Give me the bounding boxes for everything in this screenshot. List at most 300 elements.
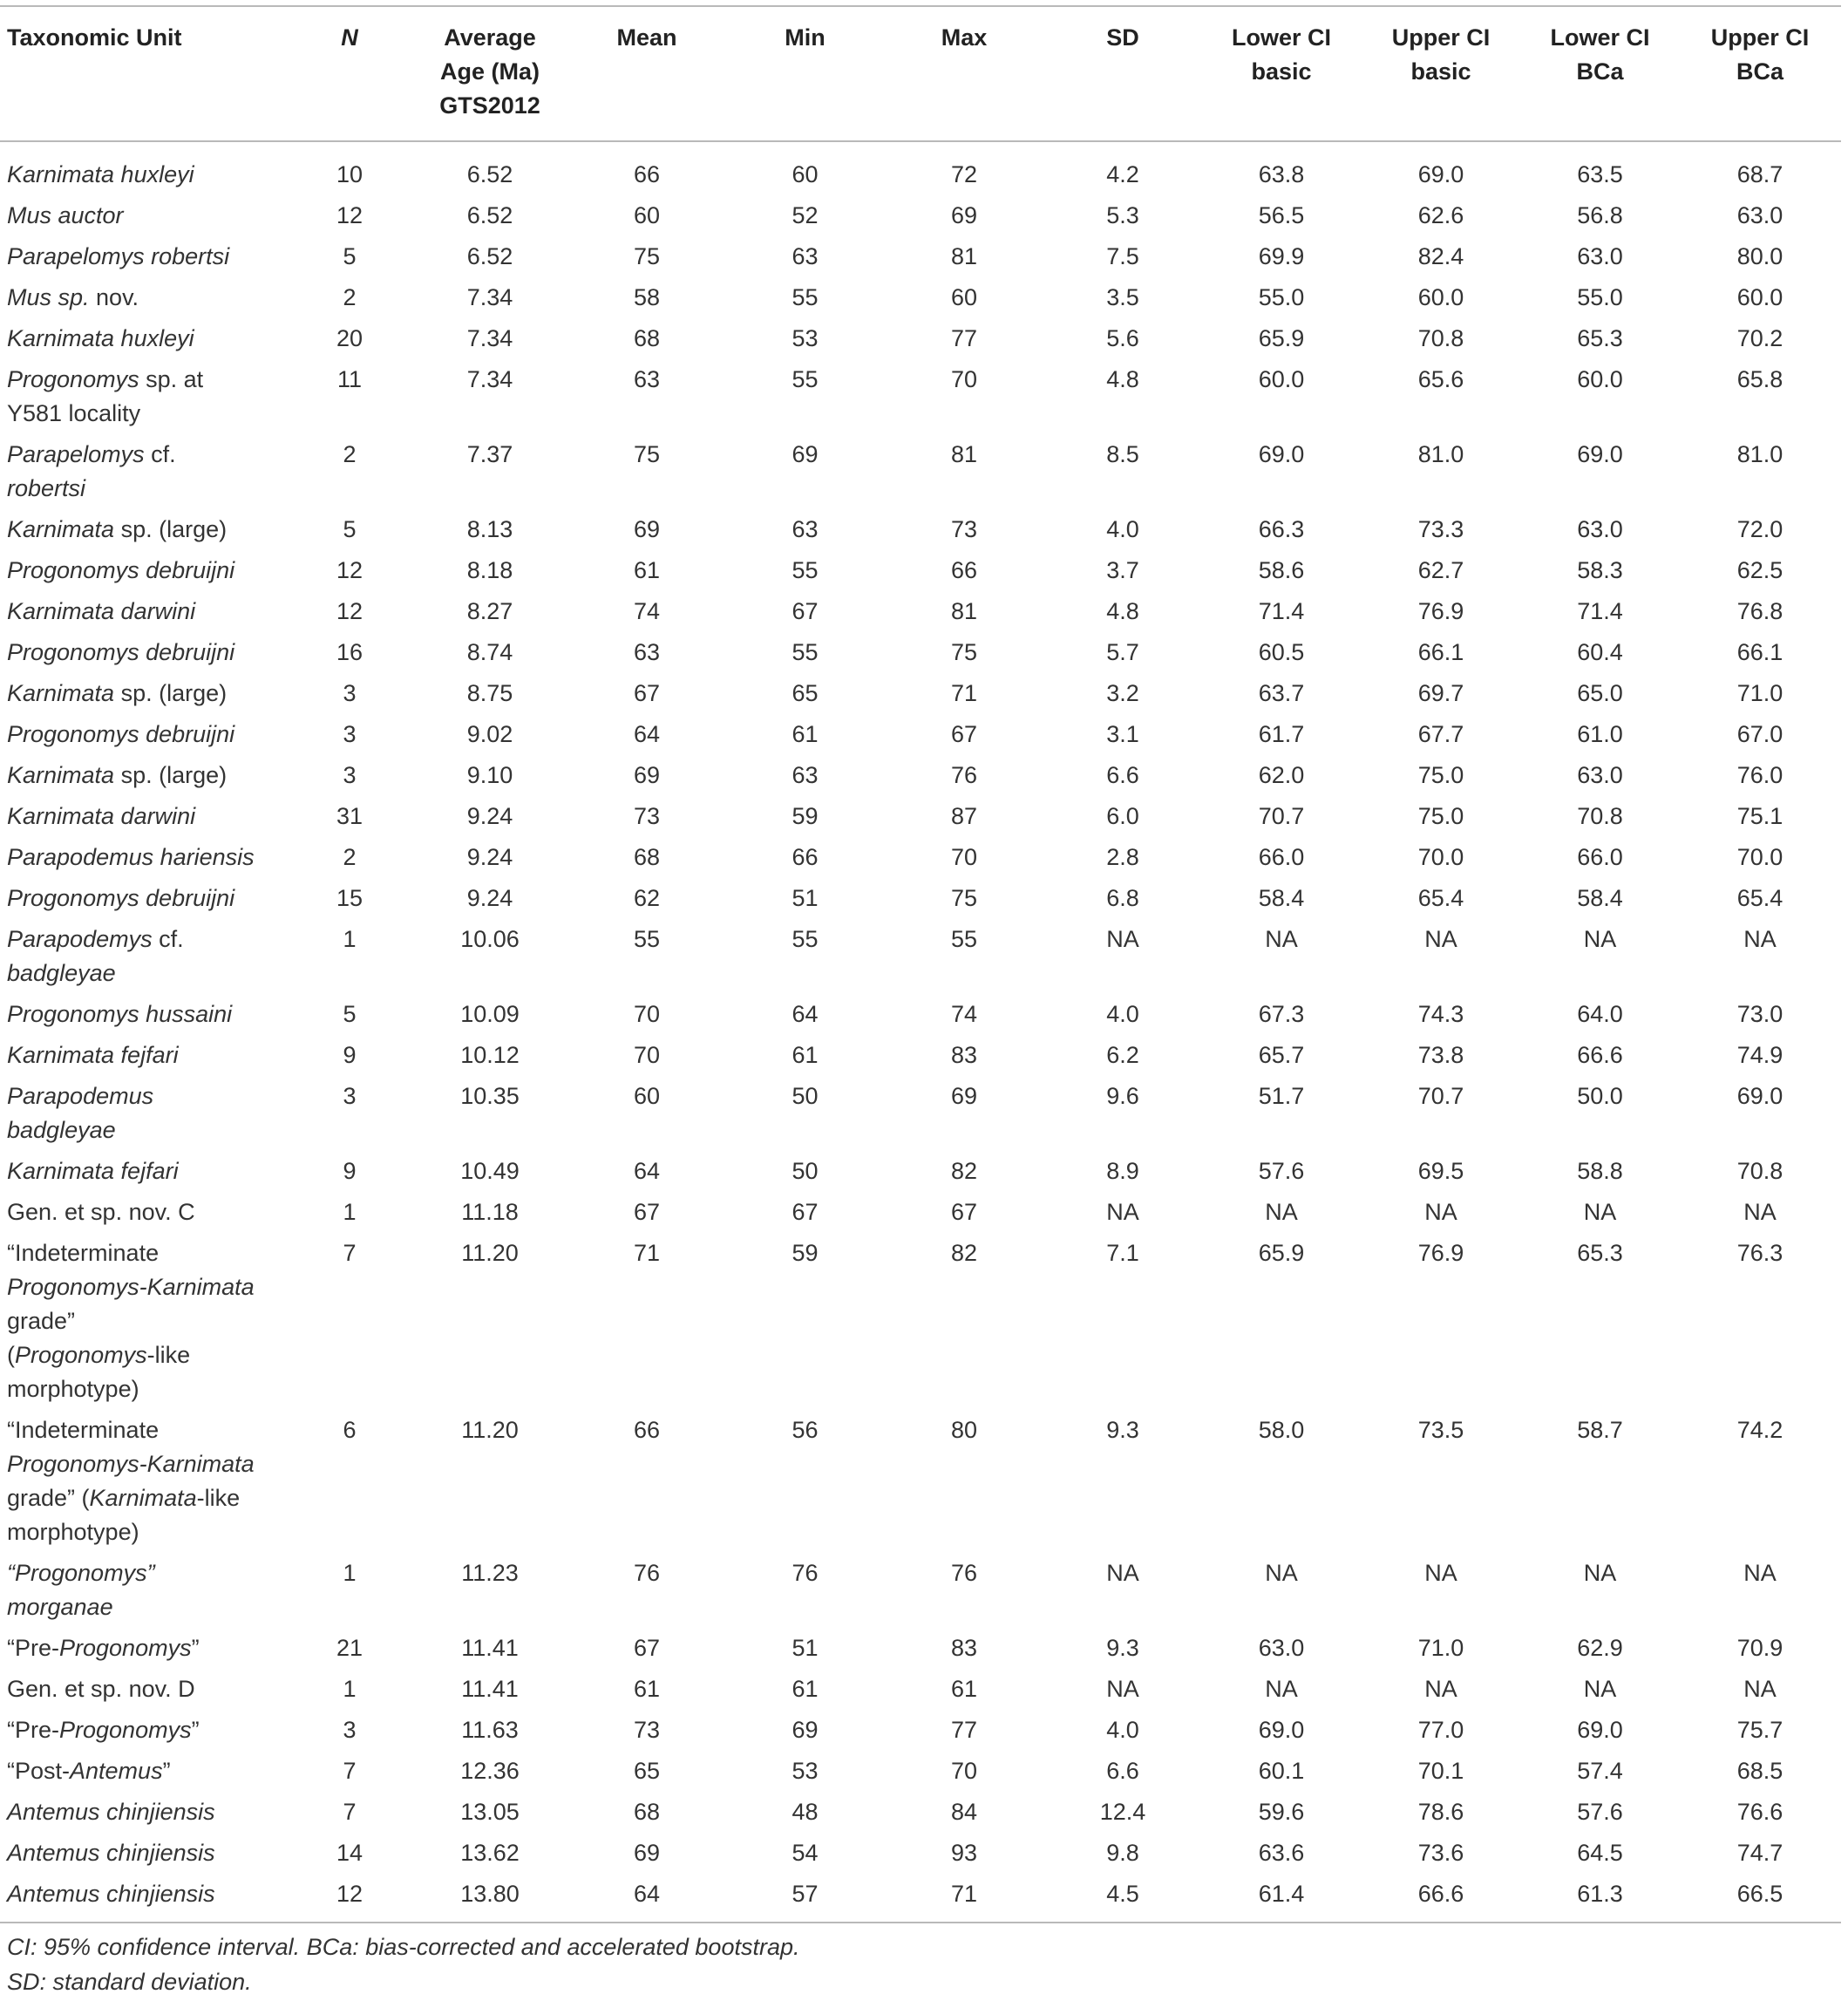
mean-cell: 66 bbox=[633, 161, 661, 187]
upper-ci-basic-cell: 74.3 bbox=[1417, 1001, 1464, 1027]
max-cell: 70 bbox=[950, 844, 978, 870]
sd-cell: 2.8 bbox=[1106, 844, 1139, 870]
column-header-taxonomic-unit bbox=[0, 6, 288, 141]
taxon-name-segment: Gen. et sp. nov. C bbox=[7, 1199, 195, 1225]
min-cell: 63 bbox=[792, 516, 819, 542]
lower-ci-bca-cell: NA bbox=[1583, 1676, 1617, 1702]
average-age-cell: 11.41 bbox=[461, 1635, 519, 1661]
min-cell: 63 bbox=[792, 243, 819, 269]
mean-cell: 55 bbox=[633, 926, 661, 952]
lower-ci-basic-cell: 63.6 bbox=[1258, 1840, 1305, 1866]
header-text: Upper CI bbox=[1391, 24, 1491, 51]
upper-ci-basic-cell: 66.1 bbox=[1417, 639, 1464, 665]
lower-ci-basic-cell: 70.7 bbox=[1258, 803, 1305, 829]
sd-cell: 4.5 bbox=[1106, 1881, 1139, 1907]
sd-cell: 5.7 bbox=[1106, 639, 1139, 665]
lower-ci-basic-cell: 58.0 bbox=[1258, 1417, 1305, 1443]
min-cell: 67 bbox=[792, 1199, 819, 1225]
lower-ci-bca-cell: 65.0 bbox=[1577, 680, 1623, 706]
min-cell: 65 bbox=[792, 680, 819, 706]
upper-ci-basic-cell: 70.8 bbox=[1417, 325, 1464, 351]
mean-cell: 70 bbox=[633, 1001, 661, 1027]
taxon-name-segment: nov. bbox=[89, 284, 139, 310]
upper-ci-bca-cell: 70.8 bbox=[1736, 1158, 1783, 1184]
taxon-name-segment: sp. (large) bbox=[114, 762, 228, 788]
header-text: BCa bbox=[1736, 58, 1783, 85]
column-header-min bbox=[725, 6, 885, 141]
column-header-upper-ci-bca bbox=[1679, 6, 1841, 141]
lower-ci-bca-cell: 63.5 bbox=[1577, 161, 1623, 187]
taxon-name-segment: morphotype) bbox=[7, 1519, 139, 1545]
upper-ci-basic-cell: 70.1 bbox=[1417, 1758, 1464, 1784]
average-age-cell: 8.74 bbox=[466, 639, 513, 665]
taxon-name-segment: “Pre- bbox=[7, 1635, 59, 1661]
taxon-cell bbox=[0, 1553, 288, 1628]
taxon-name-segment: cf. bbox=[152, 926, 184, 952]
taxon-cell bbox=[0, 878, 288, 919]
sd-cell: 9.6 bbox=[1106, 1083, 1139, 1109]
min-cell: 69 bbox=[792, 441, 819, 467]
sd-cell: 8.5 bbox=[1106, 441, 1139, 467]
taxon-cell bbox=[0, 141, 288, 195]
taxon-name-segment: Antemus chinjiensis bbox=[7, 1881, 215, 1907]
min-cell: 61 bbox=[792, 721, 819, 747]
taxon-cell bbox=[0, 1792, 288, 1833]
taxon-name-segment: Mus auctor bbox=[7, 202, 124, 228]
max-cell: 81 bbox=[950, 598, 978, 624]
upper-ci-basic-cell: 77.0 bbox=[1417, 1717, 1464, 1743]
sd-cell: NA bbox=[1106, 926, 1139, 952]
average-age-cell: 7.34 bbox=[466, 366, 513, 392]
sd-cell: 7.5 bbox=[1106, 243, 1139, 269]
n-cell: 2 bbox=[343, 441, 357, 467]
taxon-name-segment: Gen. et sp. nov. D bbox=[7, 1676, 195, 1702]
taxon-cell bbox=[0, 919, 288, 994]
mean-cell: 70 bbox=[633, 1042, 661, 1068]
table-row bbox=[0, 1233, 1841, 1410]
taxon-name-segment: “Indeterminate bbox=[7, 1240, 160, 1266]
taxon-name-segment: Antemus bbox=[70, 1758, 163, 1784]
lower-ci-basic-cell: 62.0 bbox=[1258, 762, 1305, 788]
upper-ci-basic-cell: 76.9 bbox=[1417, 598, 1464, 624]
upper-ci-basic-cell: 66.6 bbox=[1417, 1881, 1464, 1907]
taxon-name-segment: Karnimata bbox=[7, 762, 115, 788]
results-table bbox=[0, 5, 1841, 1923]
lower-ci-basic-cell: 63.0 bbox=[1258, 1635, 1305, 1661]
upper-ci-basic-cell: 67.7 bbox=[1417, 721, 1464, 747]
mean-cell: 69 bbox=[633, 762, 661, 788]
max-cell: 76 bbox=[950, 762, 978, 788]
n-cell: 31 bbox=[336, 803, 363, 829]
upper-ci-bca-cell: 66.5 bbox=[1736, 1881, 1783, 1907]
average-age-cell: 7.37 bbox=[466, 441, 513, 467]
taxon-cell bbox=[0, 1076, 288, 1151]
lower-ci-basic-cell: 57.6 bbox=[1258, 1158, 1305, 1184]
lower-ci-basic-cell: 69.9 bbox=[1258, 243, 1305, 269]
sd-cell: 6.2 bbox=[1106, 1042, 1139, 1068]
min-cell: 50 bbox=[792, 1158, 819, 1184]
table-row bbox=[0, 1410, 1841, 1553]
upper-ci-basic-cell: 75.0 bbox=[1417, 762, 1464, 788]
upper-ci-basic-cell: 62.7 bbox=[1417, 557, 1464, 583]
table-row bbox=[0, 1553, 1841, 1628]
mean-cell: 67 bbox=[633, 1199, 661, 1225]
taxon-name-segment: badgleyae bbox=[7, 960, 116, 986]
taxon-name-segment: morphotype) bbox=[7, 1376, 139, 1402]
header-text: BCa bbox=[1576, 58, 1624, 85]
min-cell: 66 bbox=[792, 844, 819, 870]
upper-ci-bca-cell: 68.7 bbox=[1736, 161, 1783, 187]
table-row bbox=[0, 673, 1841, 714]
n-cell: 20 bbox=[336, 325, 363, 351]
mean-cell: 61 bbox=[633, 1676, 661, 1702]
upper-ci-basic-cell: 73.3 bbox=[1417, 516, 1464, 542]
mean-cell: 64 bbox=[633, 1881, 661, 1907]
upper-ci-bca-cell: 62.5 bbox=[1736, 557, 1783, 583]
table-row bbox=[0, 236, 1841, 277]
upper-ci-basic-cell: 78.6 bbox=[1417, 1799, 1464, 1825]
table-row bbox=[0, 1710, 1841, 1751]
upper-ci-basic-cell: 75.0 bbox=[1417, 803, 1464, 829]
min-cell: 76 bbox=[792, 1560, 819, 1586]
taxon-name-segment: Progonomys debruijni bbox=[7, 639, 235, 665]
mean-cell: 61 bbox=[633, 557, 661, 583]
upper-ci-bca-cell: 60.0 bbox=[1736, 284, 1783, 310]
taxon-name-segment: ( bbox=[7, 1342, 15, 1368]
sd-cell: NA bbox=[1106, 1560, 1139, 1586]
sd-cell: NA bbox=[1106, 1676, 1139, 1702]
average-age-cell: 9.24 bbox=[466, 844, 513, 870]
lower-ci-bca-cell: 63.0 bbox=[1577, 243, 1623, 269]
mean-cell: 64 bbox=[633, 721, 661, 747]
average-age-cell: 7.34 bbox=[466, 284, 513, 310]
min-cell: 59 bbox=[792, 1240, 819, 1266]
upper-ci-bca-cell: 81.0 bbox=[1736, 441, 1783, 467]
header-text: basic bbox=[1410, 58, 1471, 85]
upper-ci-bca-cell: NA bbox=[1743, 1199, 1777, 1225]
sd-cell: 4.0 bbox=[1106, 1717, 1139, 1743]
taxon-cell bbox=[0, 277, 288, 318]
mean-cell: 65 bbox=[633, 1758, 661, 1784]
table-row bbox=[0, 1192, 1841, 1233]
n-cell: 21 bbox=[336, 1635, 363, 1661]
min-cell: 60 bbox=[792, 161, 819, 187]
upper-ci-basic-cell: NA bbox=[1424, 926, 1457, 952]
taxon-name-segment: “Post- bbox=[7, 1758, 71, 1784]
mean-cell: 66 bbox=[633, 1417, 661, 1443]
max-cell: 72 bbox=[950, 161, 978, 187]
n-cell: 12 bbox=[336, 1881, 363, 1907]
mean-cell: 68 bbox=[633, 844, 661, 870]
taxon-cell bbox=[0, 1751, 288, 1792]
taxon-cell bbox=[0, 1151, 288, 1192]
table-row bbox=[0, 1751, 1841, 1792]
min-cell: 50 bbox=[792, 1083, 819, 1109]
average-age-cell: 8.18 bbox=[466, 557, 513, 583]
taxon-cell bbox=[0, 1874, 288, 1923]
taxon-name-segment: Karnimata fejfari bbox=[7, 1158, 179, 1184]
max-cell: 67 bbox=[950, 721, 978, 747]
min-cell: 63 bbox=[792, 762, 819, 788]
average-age-cell: 11.20 bbox=[461, 1240, 519, 1266]
n-cell: 10 bbox=[336, 161, 363, 187]
table-row bbox=[0, 509, 1841, 550]
table-row bbox=[0, 796, 1841, 837]
taxon-name-segment: Progonomys debruijni bbox=[7, 721, 235, 747]
upper-ci-bca-cell: 76.3 bbox=[1736, 1240, 1783, 1266]
upper-ci-bca-cell: 63.0 bbox=[1736, 202, 1783, 228]
max-cell: 70 bbox=[950, 1758, 978, 1784]
sd-cell: 4.0 bbox=[1106, 1001, 1139, 1027]
upper-ci-bca-cell: 75.7 bbox=[1736, 1717, 1783, 1743]
n-cell: 3 bbox=[343, 721, 357, 747]
average-age-cell: 6.52 bbox=[466, 161, 513, 187]
taxon-cell bbox=[0, 1035, 288, 1076]
upper-ci-basic-cell: 69.7 bbox=[1417, 680, 1464, 706]
average-age-cell: 11.63 bbox=[461, 1717, 519, 1743]
table-body bbox=[0, 141, 1841, 1923]
max-cell: 75 bbox=[950, 885, 978, 911]
max-cell: 61 bbox=[950, 1676, 978, 1702]
lower-ci-bca-cell: 58.8 bbox=[1577, 1158, 1623, 1184]
n-cell: 1 bbox=[343, 1199, 357, 1225]
column-header-lower-ci-basic bbox=[1202, 6, 1361, 141]
taxon-name-segment: Y581 locality bbox=[7, 400, 141, 426]
header-row bbox=[0, 6, 1841, 141]
lower-ci-basic-cell: 71.4 bbox=[1258, 598, 1305, 624]
max-cell: 55 bbox=[950, 926, 978, 952]
taxon-cell bbox=[0, 994, 288, 1035]
header-text: GTS2012 bbox=[439, 92, 540, 119]
lower-ci-bca-cell: NA bbox=[1583, 1199, 1617, 1225]
taxon-name-segment: Progonomys debruijni bbox=[7, 557, 235, 583]
taxon-name-segment: Progonomys bbox=[59, 1635, 192, 1661]
upper-ci-bca-cell: 70.9 bbox=[1736, 1635, 1783, 1661]
taxon-name-segment: Parapodemus hariensis bbox=[7, 844, 255, 870]
n-cell: 5 bbox=[343, 1001, 357, 1027]
footnote-sd: SD: standard deviation. bbox=[7, 1969, 252, 1995]
sd-cell: 3.7 bbox=[1106, 557, 1139, 583]
lower-ci-bca-cell: 61.0 bbox=[1577, 721, 1623, 747]
average-age-cell: 10.09 bbox=[460, 1001, 520, 1027]
average-age-cell: 8.27 bbox=[466, 598, 513, 624]
min-cell: 54 bbox=[792, 1840, 819, 1866]
upper-ci-basic-cell: 71.0 bbox=[1417, 1635, 1464, 1661]
column-header-lower-ci-bca bbox=[1521, 6, 1679, 141]
max-cell: 81 bbox=[950, 243, 978, 269]
sd-cell: 5.6 bbox=[1106, 325, 1139, 351]
taxon-name-segment: Progonomys-Karnimata bbox=[7, 1451, 255, 1477]
average-age-cell: 6.52 bbox=[466, 202, 513, 228]
mean-cell: 63 bbox=[633, 639, 661, 665]
lower-ci-basic-cell: 63.8 bbox=[1258, 161, 1305, 187]
lower-ci-bca-cell: 63.0 bbox=[1577, 516, 1623, 542]
table-row bbox=[0, 195, 1841, 236]
n-cell: 12 bbox=[336, 598, 363, 624]
n-cell: 6 bbox=[343, 1417, 357, 1443]
lower-ci-basic-cell: 67.3 bbox=[1258, 1001, 1305, 1027]
taxon-name-segment: Karnimata darwini bbox=[7, 598, 196, 624]
taxon-name-segment: robertsi bbox=[7, 475, 86, 501]
lower-ci-basic-cell: 51.7 bbox=[1258, 1083, 1305, 1109]
lower-ci-bca-cell: 50.0 bbox=[1577, 1083, 1623, 1109]
max-cell: 87 bbox=[950, 803, 978, 829]
table-row bbox=[0, 1874, 1841, 1923]
table-row bbox=[0, 994, 1841, 1035]
taxon-cell bbox=[0, 1410, 288, 1553]
taxon-name-segment: Parapodemys bbox=[7, 926, 153, 952]
taxon-name-segment: Karnimata fejfari bbox=[7, 1042, 179, 1068]
upper-ci-bca-cell: 67.0 bbox=[1736, 721, 1783, 747]
lower-ci-bca-cell: 64.0 bbox=[1577, 1001, 1623, 1027]
upper-ci-bca-cell: 70.0 bbox=[1736, 844, 1783, 870]
average-age-cell: 10.35 bbox=[460, 1083, 520, 1109]
n-cell: 1 bbox=[343, 1676, 357, 1702]
lower-ci-basic-cell: 61.4 bbox=[1258, 1881, 1305, 1907]
max-cell: 70 bbox=[950, 366, 978, 392]
min-cell: 52 bbox=[792, 202, 819, 228]
average-age-cell: 10.06 bbox=[460, 926, 520, 952]
mean-cell: 68 bbox=[633, 325, 661, 351]
mean-cell: 64 bbox=[633, 1158, 661, 1184]
taxon-name-segment: ” bbox=[162, 1758, 171, 1784]
average-age-cell: 13.05 bbox=[460, 1799, 520, 1825]
taxon-name-segment: sp. (large) bbox=[114, 680, 228, 706]
sd-cell: 7.1 bbox=[1106, 1240, 1139, 1266]
header-text: Min bbox=[785, 24, 825, 51]
n-cell: 3 bbox=[343, 1083, 357, 1109]
average-age-cell: 11.18 bbox=[461, 1199, 519, 1225]
max-cell: 82 bbox=[950, 1158, 978, 1184]
min-cell: 53 bbox=[792, 1758, 819, 1784]
average-age-cell: 13.80 bbox=[460, 1881, 520, 1907]
n-cell: 7 bbox=[343, 1799, 357, 1825]
min-cell: 61 bbox=[792, 1676, 819, 1702]
table-row bbox=[0, 1076, 1841, 1151]
sd-cell: 9.8 bbox=[1106, 1840, 1139, 1866]
sd-cell: 4.0 bbox=[1106, 516, 1139, 542]
min-cell: 51 bbox=[792, 1635, 819, 1661]
lower-ci-bca-cell: 57.4 bbox=[1577, 1758, 1623, 1784]
taxon-name-segment: Mus sp. bbox=[7, 284, 90, 310]
column-header-upper-ci-basic bbox=[1361, 6, 1521, 141]
min-cell: 61 bbox=[792, 1042, 819, 1068]
mean-cell: 62 bbox=[633, 885, 661, 911]
lower-ci-bca-cell: 66.6 bbox=[1577, 1042, 1623, 1068]
sd-cell: 6.0 bbox=[1106, 803, 1139, 829]
table-row bbox=[0, 837, 1841, 878]
min-cell: 59 bbox=[792, 803, 819, 829]
lower-ci-basic-cell: 55.0 bbox=[1258, 284, 1305, 310]
taxon-name-segment: Progonomys bbox=[59, 1717, 192, 1743]
taxon-name-segment: “Pre- bbox=[7, 1717, 59, 1743]
header-text: Lower CI bbox=[1231, 24, 1331, 51]
taxon-cell bbox=[0, 236, 288, 277]
upper-ci-bca-cell: 76.8 bbox=[1736, 598, 1783, 624]
upper-ci-bca-cell: 73.0 bbox=[1736, 1001, 1783, 1027]
table-footnotes bbox=[7, 1930, 800, 1999]
lower-ci-basic-cell: 60.1 bbox=[1258, 1758, 1305, 1784]
average-age-cell: 6.52 bbox=[466, 243, 513, 269]
min-cell: 69 bbox=[792, 1717, 819, 1743]
lower-ci-basic-cell: 66.0 bbox=[1258, 844, 1305, 870]
table-row bbox=[0, 1151, 1841, 1192]
average-age-cell: 10.49 bbox=[460, 1158, 520, 1184]
lower-ci-bca-cell: 65.3 bbox=[1577, 1240, 1623, 1266]
lower-ci-basic-cell: 60.5 bbox=[1258, 639, 1305, 665]
sd-cell: 6.8 bbox=[1106, 885, 1139, 911]
table-header bbox=[0, 6, 1841, 141]
min-cell: 51 bbox=[792, 885, 819, 911]
max-cell: 71 bbox=[950, 1881, 978, 1907]
mean-cell: 58 bbox=[633, 284, 661, 310]
lower-ci-bca-cell: 70.8 bbox=[1577, 803, 1623, 829]
taxon-name-segment: grade” ( bbox=[7, 1485, 90, 1511]
taxon-cell bbox=[0, 1628, 288, 1669]
lower-ci-basic-cell: 63.7 bbox=[1258, 680, 1305, 706]
upper-ci-basic-cell: 76.9 bbox=[1417, 1240, 1464, 1266]
sd-cell: 3.5 bbox=[1106, 284, 1139, 310]
sd-cell: 4.2 bbox=[1106, 161, 1139, 187]
min-cell: 67 bbox=[792, 598, 819, 624]
lower-ci-bca-cell: 71.4 bbox=[1577, 598, 1623, 624]
upper-ci-bca-cell: 66.1 bbox=[1736, 639, 1783, 665]
average-age-cell: 8.75 bbox=[466, 680, 513, 706]
n-cell: 12 bbox=[336, 557, 363, 583]
lower-ci-basic-cell: 59.6 bbox=[1258, 1799, 1305, 1825]
upper-ci-bca-cell: NA bbox=[1743, 1560, 1777, 1586]
upper-ci-bca-cell: 68.5 bbox=[1736, 1758, 1783, 1784]
max-cell: 73 bbox=[950, 516, 978, 542]
n-cell: 5 bbox=[343, 516, 357, 542]
mean-cell: 63 bbox=[633, 366, 661, 392]
max-cell: 82 bbox=[950, 1240, 978, 1266]
mean-cell: 68 bbox=[633, 1799, 661, 1825]
max-cell: 77 bbox=[950, 325, 978, 351]
table-row bbox=[0, 714, 1841, 755]
header-text: Mean bbox=[616, 24, 677, 51]
upper-ci-basic-cell: 69.0 bbox=[1417, 161, 1464, 187]
n-cell: 9 bbox=[343, 1042, 357, 1068]
sd-cell: NA bbox=[1106, 1199, 1139, 1225]
taxon-cell bbox=[0, 837, 288, 878]
min-cell: 55 bbox=[792, 284, 819, 310]
mean-cell: 76 bbox=[633, 1560, 661, 1586]
taxon-name-segment: Karnimata darwini bbox=[7, 803, 196, 829]
upper-ci-bca-cell: 69.0 bbox=[1736, 1083, 1783, 1109]
max-cell: 75 bbox=[950, 639, 978, 665]
taxon-cell bbox=[0, 591, 288, 632]
taxon-name-segment: Progonomys debruijni bbox=[7, 885, 235, 911]
header-text: Max bbox=[941, 24, 988, 51]
lower-ci-bca-cell: 62.9 bbox=[1577, 1635, 1623, 1661]
taxon-cell bbox=[0, 1192, 288, 1233]
upper-ci-bca-cell: 74.7 bbox=[1736, 1840, 1783, 1866]
n-cell: 1 bbox=[343, 1560, 357, 1586]
taxon-cell bbox=[0, 509, 288, 550]
taxon-name-segment: Antemus chinjiensis bbox=[7, 1840, 215, 1866]
taxon-cell bbox=[0, 755, 288, 796]
max-cell: 93 bbox=[950, 1840, 978, 1866]
mean-cell: 67 bbox=[633, 1635, 661, 1661]
upper-ci-bca-cell: 71.0 bbox=[1736, 680, 1783, 706]
column-header-sd bbox=[1043, 6, 1202, 141]
lower-ci-basic-cell: NA bbox=[1265, 1676, 1298, 1702]
table-row bbox=[0, 755, 1841, 796]
upper-ci-basic-cell: NA bbox=[1424, 1199, 1457, 1225]
taxon-cell bbox=[0, 359, 288, 434]
upper-ci-bca-cell: 80.0 bbox=[1736, 243, 1783, 269]
